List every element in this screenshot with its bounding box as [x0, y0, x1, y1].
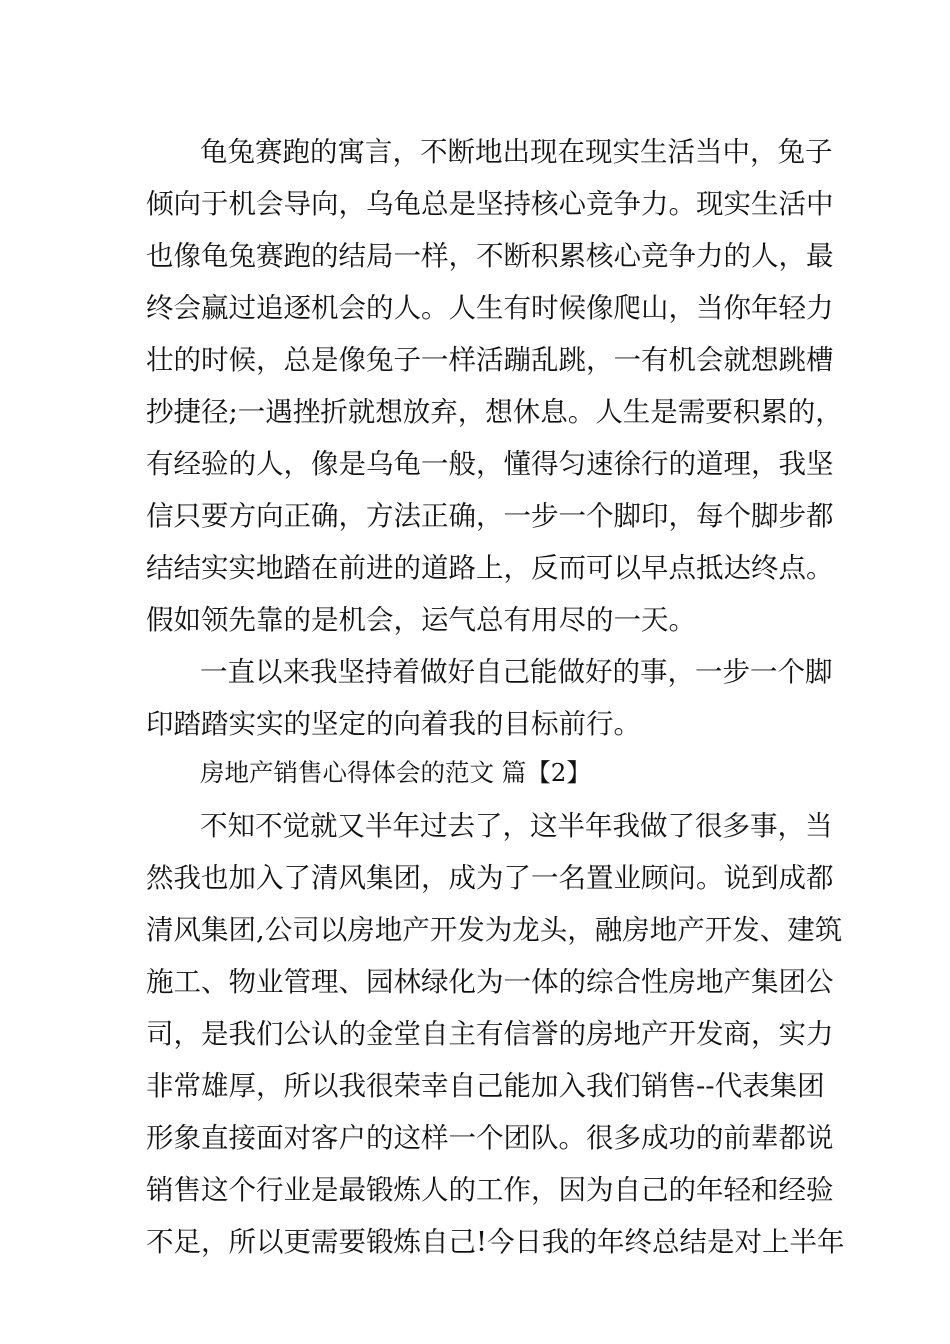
- paragraph-1-line-10: 假如领先靠的是机会，运气总有用尽的一天。: [146, 604, 696, 636]
- paragraph-3-line-7: 形象直接面对客户的这样一个团队。很多成功的前辈都说: [146, 1122, 834, 1154]
- paragraph-1-line-3: 也像龟兔赛跑的结局一样，不断积累核心竞争力的人，最: [146, 240, 834, 272]
- paragraph-2-line-2: 印踏踏实实的坚定的向着我的目标前行。: [146, 708, 641, 740]
- paragraph-3-line-6: 非常雄厚，所以我很荣幸自己能加入我们销售--代表集团: [146, 1070, 825, 1102]
- paragraph-3-line-1: 不知不觉就又半年过去了，这半年我做了很多事，当: [200, 810, 833, 842]
- section-heading: 房地产销售心得体会的范文 篇【2】: [200, 758, 591, 787]
- paragraph-1-line-4: 终会赢过追逐机会的人。人生有时候像爬山，当你年轻力: [146, 292, 834, 324]
- paragraph-1-line-7: 有经验的人，像是乌龟一般，懂得匀速徐行的道理，我坚: [146, 448, 834, 480]
- paragraph-3-line-8: 销售这个行业是最锻炼人的工作，因为自己的年轻和经验: [146, 1174, 834, 1206]
- paragraph-3-line-9: 不足，所以更需要锻炼自己!今日我的年终总结是对上半年: [146, 1226, 845, 1258]
- paragraph-1-line-6: 抄捷径;一遇挫折就想放弃，想休息。人生是需要积累的，: [146, 396, 843, 428]
- paragraph-3-line-4: 施工、物业管理、园林绿化为一体的综合性房地产集团公: [146, 966, 834, 998]
- paragraph-3-line-2: 然我也加入了清风集团，成为了一名置业顾问。说到成都: [146, 862, 834, 894]
- paragraph-1-line-9: 结结实实地踏在前进的道路上，反而可以早点抵达终点。: [146, 552, 834, 584]
- paragraph-1-line-8: 信只要方向正确，方法正确，一步一个脚印，每个脚步都: [146, 500, 834, 532]
- paragraph-3-line-3: 清风集团,公司以房地产开发为龙头，融房地产开发、建筑: [146, 914, 843, 946]
- paragraph-3-line-5: 司，是我们公认的金堂自主有信誉的房地产开发商，实力: [146, 1018, 834, 1050]
- paragraph-1-line-2: 倾向于机会导向，乌龟总是坚持核心竞争力。现实生活中: [146, 188, 834, 220]
- paragraph-1-line-1: 龟兔赛跑的寓言，不断地出现在现实生活当中，兔子: [200, 136, 833, 168]
- paragraph-2-line-1: 一直以来我坚持着做好自己能做好的事，一步一个脚: [200, 656, 833, 688]
- paragraph-1-line-5: 壮的时候，总是像兔子一样活蹦乱跳，一有机会就想跳槽: [146, 344, 834, 376]
